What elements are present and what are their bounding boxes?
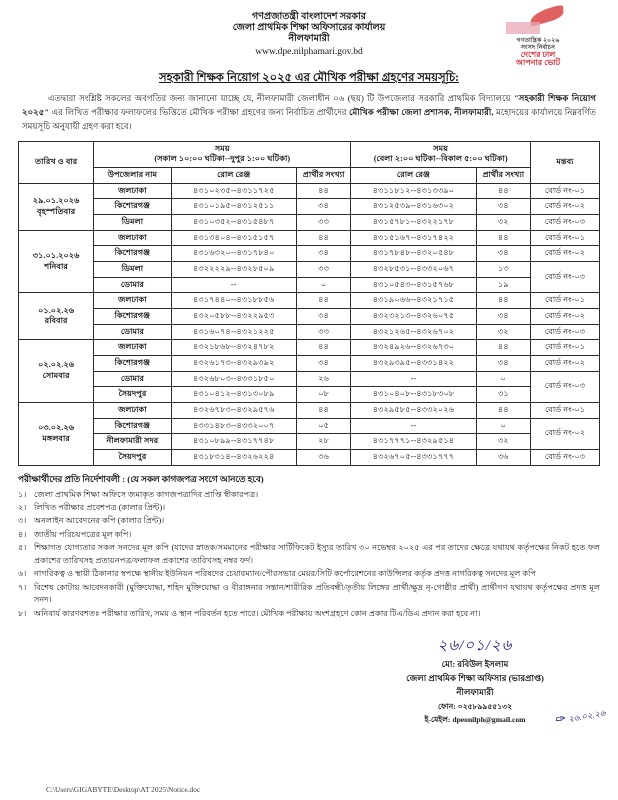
cell-count-afternoon: ৩৪ [476, 355, 530, 371]
table-row [19, 183, 600, 199]
th-count-1: প্রার্থীর সংখ্যা [296, 168, 350, 184]
cell-date: ৩১.০১.২০২৬ [32, 250, 80, 260]
handwritten-signature: ২৬/০১/২৬ [437, 638, 513, 655]
cell-roll-range-morning: ৪৩১৩৪০৪--৪৩১৫১৫৭ [171, 230, 296, 246]
th-count-2: প্রার্থীর সংখ্যা [476, 168, 530, 184]
cell-count-morning: ২৬ [296, 371, 350, 387]
table-header-row-1 [19, 141, 600, 167]
cell-count-afternoon: ৩২ [476, 324, 530, 340]
cell-count-morning: ৪৪ [296, 183, 350, 199]
cell-roll-range-afternoon: ৪৩১৭৮৪৮--৪৩২০৫৪৮ [351, 246, 476, 262]
th-session-1-time: (সকাল ১০:০০ ঘটিকা--দুপুর ১:০০ ঘটিকা) [154, 154, 291, 164]
cell-count-afternoon: ৪৪ [476, 293, 530, 309]
cell-remark-board: বোর্ড নং-০১ [530, 230, 599, 246]
cell-upazila: নীলফামারী সদর [94, 434, 171, 450]
th-session-2-time: (বেলা ২:০০ ঘটিকা--বিকাল ৫:০০ ঘটিকা) [373, 154, 508, 164]
cell-roll-range-afternoon: -- [351, 418, 476, 434]
cell-remark-board: বোর্ড নং-০২ [530, 308, 599, 324]
instruction-number: ৭। [18, 582, 27, 592]
cell-roll-range-morning: ৪৩৩১৪৮৩--৪৩৩২০০৭ [171, 418, 296, 434]
table-row [19, 402, 600, 418]
instruction-number: ৮। [18, 608, 27, 618]
cell-roll-range-afternoon: ৪৩১১৮১২--৪৩১৩৩৯০ [351, 183, 476, 199]
signatory-phone: ফোন: ০২৫৮৯৯৫৫১৩২ [437, 702, 513, 712]
instructions-list [18, 489, 600, 621]
cell-count-afternoon: ৩২ [476, 215, 530, 231]
instruction-text: নাগরিকত্ব ও স্থায়ী ঠিকানার স্বপক্ষে স্থানীয় ইউনিয়ন পরিষদের চেয়ারম্যান/পৌরসভার মেয়র/সিটি কর্পোরেশনের কাউন্সিলর কর্তৃক প্রদত্ত নাগরিকত্ব সনদের মূল কপি [34, 569, 537, 579]
table-row [19, 308, 600, 324]
instruction-item [18, 608, 600, 620]
cell-count-morning: ৩৪ [296, 199, 350, 215]
th-session-1-label: সময় [214, 143, 230, 153]
instruction-number: ৩। [18, 516, 27, 526]
cell-count-afternoon: ০ [476, 371, 530, 387]
instruction-item [18, 489, 600, 501]
cell-roll-range-afternoon: ৪৩২৩২১৩--৪৩২৬০৭৫ [351, 308, 476, 324]
cell-remark-board: বোর্ড নং-০১ [530, 293, 599, 309]
cell-count-afternoon: ৪৪ [476, 402, 530, 418]
cell-count-afternoon: ১৯ [476, 277, 530, 293]
table-row [19, 199, 600, 215]
cell-roll-range-afternoon: ৪৩২৮৫৩১--৪৩৩২০৬৭ [351, 262, 476, 278]
cell-roll-range-morning: ৪৩১৮৩১৪--৪৩২৬২২৪ [171, 449, 296, 465]
cell-upazila: সৈয়দপুর [94, 449, 171, 465]
cell-upazila: কিশোরগঞ্জ [94, 355, 171, 371]
cell-upazila: ডোমার [94, 277, 171, 293]
cell-remark-board: বোর্ড নং-০৩ [530, 371, 599, 402]
cell-remark-board: বোর্ড নং-০২ [530, 246, 599, 262]
logo-line-4: আপনার ভোট [515, 58, 561, 67]
cell-count-afternoon: ৪৪ [476, 183, 530, 199]
exam-schedule-table [18, 141, 600, 466]
instruction-item [18, 502, 600, 514]
cell-remark-board: বোর্ড নং-০১ [530, 340, 599, 356]
instruction-text: শিক্ষাগত যোগ্যতার সকল সনদের মূল কপি (যাদের স্নাতক/সমমানের পরীক্ষার সার্টিফিকেট ইস্যুর তারিখ ৩০ নভেম্বর ২০২৫ এর পর তাদের ক্ষেত্রে যথাযথ কর্তৃপক্ষের নিকট হতে ফল প্রকাশের তারিখসহ প্রত্যয়নপত্র/ফলাফল প্রকাশের তারিখসহ নম্বর ফর্দ। [34, 543, 600, 565]
th-session-2 [351, 141, 531, 167]
cell-day: বৃহস্পতিবার [37, 206, 76, 216]
cell-roll-range-afternoon: ৪৩১২৫৩৯--৪৩১৬৩০২ [351, 199, 476, 215]
th-date-day: তারিখ ও বার [19, 141, 94, 183]
cell-roll-range-morning: ৪৩১০২৩৫--৪৩১১৭২৫ [171, 183, 296, 199]
th-remarks: মন্তব্য [530, 141, 599, 183]
cell-remark-board: বোর্ড নং-০৩ [530, 262, 599, 293]
table-row [19, 246, 600, 262]
cell-count-afternoon: ৪৪ [476, 230, 530, 246]
table-row [19, 387, 600, 403]
cell-remark-board: বোর্ড নং-০১ [530, 183, 599, 199]
cell-date-day [19, 402, 94, 465]
cell-roll-range-morning: ৪৩২০৫৮৮--৪৩২২৯৫৩ [171, 308, 296, 324]
cell-count-morning: ৩৩ [296, 215, 350, 231]
cell-count-morning: ৩৬ [296, 449, 350, 465]
instruction-text: জেলা প্রাথমিক শিক্ষা অফিসে জমাকৃত কাগজপত্রাদির প্রাপ্তি স্বীকারপত্র। [34, 489, 259, 499]
cell-date-day [19, 340, 94, 403]
cell-upazila: কিশোরগঞ্জ [94, 246, 171, 262]
cell-roll-range-morning: ৪৩১০৮৯৯--৪৩১৭৭৪৮ [171, 434, 296, 450]
instruction-text: লিখিত পরীক্ষার প্রবেশপত্র (কালার প্রিন্ট)। [34, 503, 166, 513]
cell-count-morning: ৩৪ [296, 308, 350, 324]
district-line: নীলফামারী [288, 34, 330, 45]
table-row [19, 324, 600, 340]
cell-date-day [19, 293, 94, 340]
cell-count-afternoon: ৩৪ [476, 199, 530, 215]
logo-line-3: দেশের ঢাল [520, 50, 556, 59]
cell-count-morning: ০ [296, 277, 350, 293]
page-title: সহকারী শিক্ষক নিয়োগ ২০২৫ এর মৌখিক পরীক্ষা গ্রহণের সময়সূচি: [158, 72, 460, 84]
cell-date-day [19, 183, 94, 230]
table-row [19, 293, 600, 309]
cell-count-morning: ৩৩ [296, 324, 350, 340]
election-logo [478, 8, 598, 67]
cell-count-morning: ৪৪ [296, 402, 350, 418]
cell-roll-range-morning: ৪৩১০৪১২--৪৩১৩০৮৯ [171, 387, 296, 403]
instructions-section [18, 472, 600, 621]
table-body [19, 183, 600, 465]
cell-upazila: কিশোরগঞ্জ [94, 199, 171, 215]
signature-block [360, 634, 607, 728]
th-roll-range-2: রোল রেঞ্জ [351, 168, 476, 184]
cell-remark-board: বোর্ড নং-০১ [530, 402, 599, 418]
cell-roll-range-afternoon: ৪৩১৯০৬৬--৪৩২১৭১৫ [351, 293, 476, 309]
cell-upazila: ডোমার [94, 371, 171, 387]
cell-count-afternoon: ০ [476, 418, 530, 434]
cell-roll-range-afternoon: ৪৩২১২৬৫--৪৩২৬৭০২ [351, 324, 476, 340]
cell-count-morning: ৪৪ [296, 340, 350, 356]
table-header [19, 141, 600, 183]
email-label: ই-মেইল: [424, 715, 453, 725]
cell-roll-range-morning: ৪৩২৬৭৮৩--৪৩২৯৫৭৬ [171, 402, 296, 418]
cell-count-morning: ৪৪ [296, 230, 350, 246]
cell-roll-range-afternoon: ৪৩১৭৭৭১--৪৩২৯৫১৪ [351, 434, 476, 450]
cell-count-morning: ৩৩ [296, 262, 350, 278]
cell-upazila: জলঢাকা [94, 340, 171, 356]
cell-roll-range-morning: ৪৩১০৩৫২--৪৩১৫৪৮৭ [171, 215, 296, 231]
cell-roll-range-afternoon: ৪৩২৬৭০৫--৪৩৩১৭৭৭ [351, 449, 476, 465]
logo-line-1: গণতান্ত্রিক ২০২৬ [516, 38, 560, 44]
instruction-item [18, 542, 600, 567]
table-row [19, 371, 600, 387]
cell-date: ০২.০২.২৬ [38, 360, 75, 370]
cell-roll-range-afternoon: ৪৩১৫১৬৭--৪৩১৭৪২২ [351, 230, 476, 246]
table-row [19, 215, 600, 231]
cell-roll-range-afternoon: ৪৩১০৪০৮--৪৩১৮৩০৮ [351, 387, 476, 403]
instruction-text: বিশেষ কোটায় আবেদনকারী (মুক্তিযোদ্ধা, শহিদ মুক্তিযোদ্ধা ও বীরাঙ্গনার সন্তান/শারীরিক প্রতিবন্ধী/তৃতীয় লিঙ্গের প্রার্থী/ক্ষুদ্র নৃ-গোষ্ঠীর প্রার্থী) প্রার্থীগণ যথাযথ কর্তৃপক্ষের প্রদত্ত মূল সনদ। [34, 582, 600, 605]
instruction-number: ৪। [18, 529, 27, 539]
cell-roll-range-morning: ৪৩১৬০৭৪--৪৩২১২২৫ [171, 324, 296, 340]
cell-roll-range-morning: ৪৩১৭৪৪০--৪৩১৮৮৫৬ [171, 293, 296, 309]
signatory-name: মো: রবিউল ইসলাম [441, 659, 509, 670]
cell-date: ০১.০২.২৬ [38, 305, 75, 315]
instruction-text: অনিবার্য কারণবশতঃ পরীক্ষার তারিখ, সময় ও স্থান পরিবর্তন হতে পারে। মৌখিক পরীক্ষায় অংশগ্রহণে কোন প্রকার টিএ/ডিএ প্রদান করা হবে না। [34, 608, 481, 618]
cell-roll-range-afternoon: ৪৩২৯৫৮৫--৪৩৩২০২৬ [351, 402, 476, 418]
instruction-item [18, 529, 600, 541]
cell-date: ০৩.০২.২৬ [38, 423, 75, 433]
table-row [19, 418, 600, 434]
cell-count-morning: ০৮ [296, 387, 350, 403]
website-url: www.dpe.nilphamari.gov.bd [255, 46, 363, 57]
cell-remark-board: বোর্ড নং-০২ [530, 418, 599, 449]
table-row [19, 434, 600, 450]
cell-count-afternoon: ৩৬ [476, 449, 530, 465]
cell-upazila: জলঢাকা [94, 402, 171, 418]
cell-roll-range-morning: ৪৩২৬৮০৩--৪৩৩১৮৫০ [171, 371, 296, 387]
cell-roll-range-afternoon: ৪৩১৫৭৮১--৪৩২২১৭৮ [351, 215, 476, 231]
th-roll-range-1: রোল রেঞ্জ [171, 168, 296, 184]
th-upazila: উপজেলার নাম [94, 168, 171, 184]
cell-count-morning: ০৫ [296, 418, 350, 434]
logo-block-icon [506, 22, 540, 34]
cell-remark-board: বোর্ড নং-০৩ [530, 449, 599, 465]
cell-date-day [19, 230, 94, 293]
instruction-number: ১। [18, 489, 27, 499]
instruction-item [18, 515, 600, 527]
cell-count-afternoon: ৩৪ [476, 246, 530, 262]
intro-quoted: "সহকারী শিক্ষক নিয়োগ ২০২৫" [22, 93, 596, 117]
cell-remark-board: বোর্ড নং-০৩ [530, 215, 599, 231]
cell-upazila: জলঢাকা [94, 183, 171, 199]
cell-roll-range-afternoon: ৪৩১০৫৪৩--৪৩১৫৭৬৮ [351, 277, 476, 293]
cell-roll-range-morning: -- [171, 277, 296, 293]
th-session-2-label: সময় [433, 143, 449, 153]
intro-part-1: এতদ্বারা সংশ্লিষ্ট সকলের অবগতির জন্য জানানো যাচ্ছে যে, নীলফামারী জেলাধীন ০৬ (ছয়) টি উপজেলার সরকারি প্রাথমিক বিদ্যালয়ে [48, 93, 514, 103]
cell-count-afternoon: ৩১ [476, 387, 530, 403]
instruction-item [18, 568, 600, 580]
table-row [19, 230, 600, 246]
cell-remark-board: বোর্ড নং-০৩ [530, 324, 599, 340]
instruction-text: জাতীয় পরিচয়পত্রের মূল কপি। [34, 529, 132, 539]
instruction-number: ৫। [18, 543, 27, 553]
instruction-text: অনলাইন আবেদনের কপি (কালার প্রিন্ট)। [34, 516, 165, 526]
signatory-designation: জেলা প্রাথমিক শিক্ষা অফিসার (ভারপ্রাপ্ত) [406, 673, 544, 684]
cell-count-afternoon: ৩২ [476, 434, 530, 450]
signatory-district: নীলফামারী [456, 687, 494, 698]
table-row [19, 340, 600, 356]
government-line: গণপ্রজাতন্ত্রী বাংলাদেশ সরকার [251, 12, 367, 22]
cell-roll-range-morning: ৪৩১৬৩২০--৪৩১৭৮৪০ [171, 246, 296, 262]
cell-roll-range-morning: ৪৩১০১৯৫--৪৩১২৫১১ [171, 199, 296, 215]
intro-paragraph [22, 92, 596, 134]
cell-roll-range-afternoon: -- [351, 371, 476, 387]
cell-upazila: জলঢাকা [94, 293, 171, 309]
intro-bold-part: মৌখিক পরীক্ষা জেলা প্রশাসক, নীলফামারী, [349, 106, 494, 117]
cell-roll-range-afternoon: ৪৩২৯৩৯৫--৪৩৩১৪২২ [351, 355, 476, 371]
table-row [19, 262, 600, 278]
cell-count-morning: ৩৪ [296, 355, 350, 371]
cell-roll-range-morning: ৪৩২৬১৭৩--৪৩২৯৩৯২ [171, 355, 296, 371]
table-row [19, 449, 600, 465]
table-header-row-2 [19, 168, 600, 184]
cell-roll-range-morning: ৪৩২২২২৯--৪৩২৮৫০৯ [171, 262, 296, 278]
cell-day: মঙ্গলবার [42, 433, 70, 443]
file-path-footer: C:\Users\GIGABYTE\Desktop\AT 2025\Notice.doc [46, 785, 201, 794]
logo-line-2: সংসদ নির্বাচন [521, 45, 555, 51]
cell-upazila: জলঢাকা [94, 230, 171, 246]
cell-roll-range-morning: ৪৩২১৮৬৮--৪৩২৪৭৮২ [171, 340, 296, 356]
cell-count-morning: ৩৪ [296, 246, 350, 262]
cell-upazila: কিশোরগঞ্জ [94, 308, 171, 324]
intro-part-3: মহোদয়ের কার্যালয়ে নিম্নবর্ণিত সময়সূচি অনুযায়ী গ্রহণ করা হবে। [22, 106, 596, 131]
cell-remark-board: বোর্ড নং-০২ [530, 199, 599, 215]
table-row [19, 355, 600, 371]
cell-day: শনিবার [44, 261, 68, 271]
cell-count-afternoon: ৩৪ [476, 308, 530, 324]
document-header [18, 8, 600, 67]
cell-day: সোমবার [42, 371, 70, 381]
cell-upazila: ডোমার [94, 324, 171, 340]
cell-remark-board: বোর্ড নং-০২ [530, 355, 599, 371]
email-address: dpeonilph@gmail.com [452, 715, 526, 725]
intro-part-2: এর লিখিত পরীক্ষার ফলাফলের ভিত্তিতে মৌখিক পরীক্ষা গ্রহণের জন্য নির্বাচিত প্রার্থীদের [49, 106, 350, 117]
instruction-item [18, 582, 600, 607]
table-row [19, 277, 600, 293]
th-session-1 [94, 141, 351, 167]
cell-roll-range-afternoon: ৪৩২৪৯২৬--৪৩২৬৭৩০ [351, 340, 476, 356]
stamp-date: ২৬.০২.২৬ [567, 707, 607, 725]
cell-day: রবিবার [44, 316, 68, 326]
cell-count-morning: ২৮ [296, 434, 350, 450]
cell-upazila: ডিমলা [94, 262, 171, 278]
stamp-mark: ✑ [553, 710, 567, 728]
instructions-title: পরীক্ষার্থীদের প্রতি নির্দেশাবলী : (যে সকল কাগজপত্র সংগে আনতে হবে) [18, 473, 264, 484]
cell-date: ২৯.০১.২০২৬ [32, 196, 80, 206]
cell-upazila: কিশোরগঞ্জ [94, 418, 171, 434]
instruction-number: ৬। [18, 569, 27, 579]
cell-upazila: সৈয়দপুর [94, 387, 171, 403]
cell-count-afternoon: ৪৪ [476, 340, 530, 356]
office-line: জেলা প্রাথমিক শিক্ষা অফিসারের কার্যালয় [232, 23, 386, 34]
cell-count-morning: ৪৪ [296, 293, 350, 309]
cell-upazila: ডিমলা [94, 215, 171, 231]
cell-count-afternoon: ১৩ [476, 262, 530, 278]
instruction-number: ২। [18, 503, 27, 513]
